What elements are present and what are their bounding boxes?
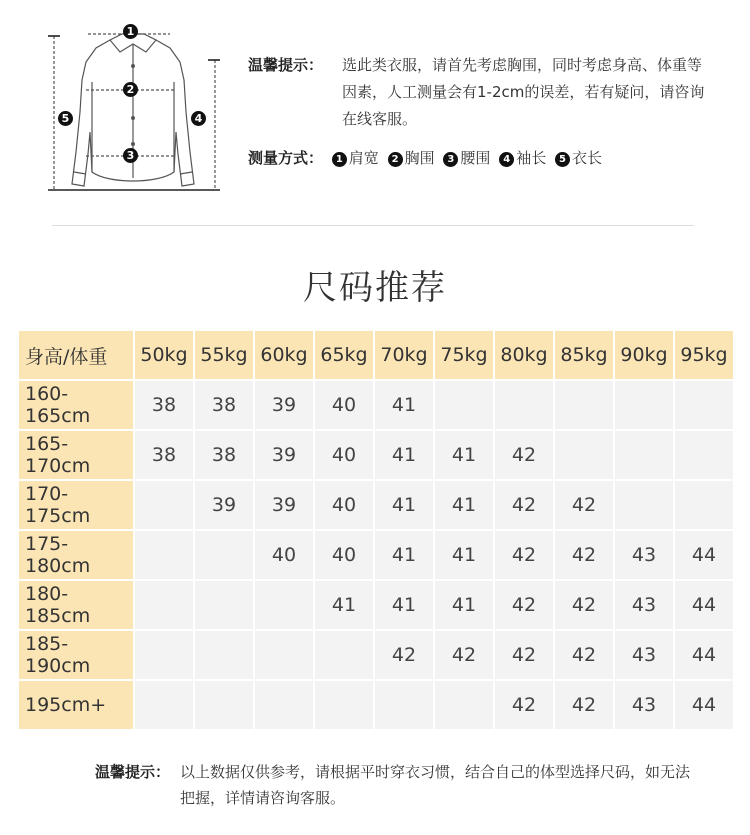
size-cell [435,681,493,729]
divider [52,225,694,226]
method-label: 测量方式： [248,149,324,167]
weight-header: 95kg [675,331,733,379]
size-cell: 39 [255,381,313,429]
badge-length: 5 [58,111,73,126]
size-cell: 41 [435,581,493,629]
size-cell: 42 [555,481,613,529]
size-cell: 43 [615,581,673,629]
size-cell: 41 [375,381,433,429]
size-cell [615,481,673,529]
weight-header: 60kg [255,331,313,379]
height-cell: 170-175cm [19,481,133,529]
size-cell: 43 [615,631,673,679]
size-cell [195,631,253,679]
height-cell: 195cm+ [19,681,133,729]
size-cell [135,481,193,529]
size-table [19,331,733,731]
weight-header: 70kg [375,331,433,379]
table-row [19,531,733,579]
method-item-length [555,149,602,167]
height-cell: 180-185cm [19,581,133,629]
size-cell: 38 [195,381,253,429]
height-cell: 160-165cm [19,381,133,429]
method-item-chest [388,149,435,167]
shirt-illustration [48,22,228,198]
table-corner-header: 身高/体重 [19,331,133,379]
size-cell [675,431,733,479]
size-cell: 42 [555,681,613,729]
tips-text: 选此类衣服，请首先考虑胸围，同时考虑身高、体重等因素，人工测量会有1-2cm的误差，若有疑问，请咨询在线客服。 [342,56,705,128]
size-cell [615,431,673,479]
size-cell [315,631,373,679]
size-cell [195,581,253,629]
size-cell: 42 [555,531,613,579]
size-cell: 39 [195,481,253,529]
size-cell: 41 [375,581,433,629]
weight-header: 80kg [495,331,553,379]
size-cell [555,431,613,479]
size-cell: 39 [255,431,313,479]
weight-header: 75kg [435,331,493,379]
method-item-waist [443,149,490,167]
size-cell [135,581,193,629]
badge-sleeve: 4 [191,111,206,126]
size-cell [375,681,433,729]
size-cell [675,481,733,529]
size-cell [675,381,733,429]
method-text: 腰围 [460,149,491,167]
number-1-icon: 1 [332,152,347,167]
size-cell: 40 [255,531,313,579]
size-cell: 42 [555,631,613,679]
weight-header: 65kg [315,331,373,379]
tips-label: 温馨提示： [248,56,324,74]
size-cell: 42 [495,481,553,529]
size-cell: 42 [495,581,553,629]
number-5-icon: 5 [555,152,570,167]
size-cell [195,531,253,579]
weight-header: 50kg [135,331,193,379]
size-cell: 41 [375,531,433,579]
size-cell: 41 [315,581,373,629]
table-header-row [19,331,733,379]
number-4-icon: 4 [499,152,514,167]
number-3-icon: 3 [443,152,458,167]
size-cell [135,681,193,729]
method-item-sleeve [499,149,546,167]
shirt-measurement-figure [48,22,228,198]
measurement-method [248,146,606,170]
size-cell: 41 [435,531,493,579]
number-2-icon: 2 [388,152,403,167]
size-cell: 44 [675,631,733,679]
method-item-shoulder [332,149,379,167]
size-cell: 42 [375,631,433,679]
size-cell: 40 [315,381,373,429]
size-cell: 39 [255,481,313,529]
height-cell: 185-190cm [19,631,133,679]
size-cell: 41 [435,481,493,529]
size-cell: 42 [495,431,553,479]
table-row [19,481,733,529]
badge-shoulder: 1 [123,24,138,39]
footer-text: 以上数据仅供参考，请根据平时穿衣习惯，结合自己的体型选择尺码，如无法把握，详情请咨询客服。 [180,763,691,807]
size-cell: 40 [315,531,373,579]
size-cell: 40 [315,481,373,529]
size-cell [615,381,673,429]
size-cell [315,681,373,729]
size-cell: 38 [135,431,193,479]
weight-header: 85kg [555,331,613,379]
method-text: 袖长 [516,149,547,167]
size-cell [495,381,553,429]
height-cell: 165-170cm [19,431,133,479]
size-cell: 42 [435,631,493,679]
footer-label: 温馨提示： [95,763,171,781]
size-cell: 42 [555,581,613,629]
table-row [19,381,733,429]
table-body [19,381,733,729]
size-cell: 41 [375,431,433,479]
size-cell [255,681,313,729]
table-row [19,581,733,629]
weight-header: 90kg [615,331,673,379]
size-cell: 42 [495,531,553,579]
table-row [19,681,733,729]
size-cell [255,581,313,629]
height-cell: 175-180cm [19,531,133,579]
size-cell: 38 [135,381,193,429]
size-cell: 44 [675,531,733,579]
size-cell: 41 [375,481,433,529]
method-text: 肩宽 [348,149,379,167]
weight-header: 55kg [195,331,253,379]
size-cell [135,631,193,679]
size-cell: 44 [675,581,733,629]
size-cell [555,381,613,429]
badge-waist: 3 [123,148,138,163]
size-cell: 43 [615,681,673,729]
table-row [19,431,733,479]
size-cell: 41 [435,431,493,479]
size-cell: 38 [195,431,253,479]
section-title: 尺码推荐 [303,268,447,308]
size-cell: 42 [495,681,553,729]
size-cell: 44 [675,681,733,729]
size-cell [135,531,193,579]
table-row [19,631,733,679]
badge-chest: 2 [123,82,138,97]
size-cell: 43 [615,531,673,579]
size-cell: 42 [495,631,553,679]
size-cell: 40 [315,431,373,479]
size-cell [435,381,493,429]
method-text: 胸围 [404,149,435,167]
size-cell [255,631,313,679]
size-cell [195,681,253,729]
method-text: 衣长 [571,149,602,167]
